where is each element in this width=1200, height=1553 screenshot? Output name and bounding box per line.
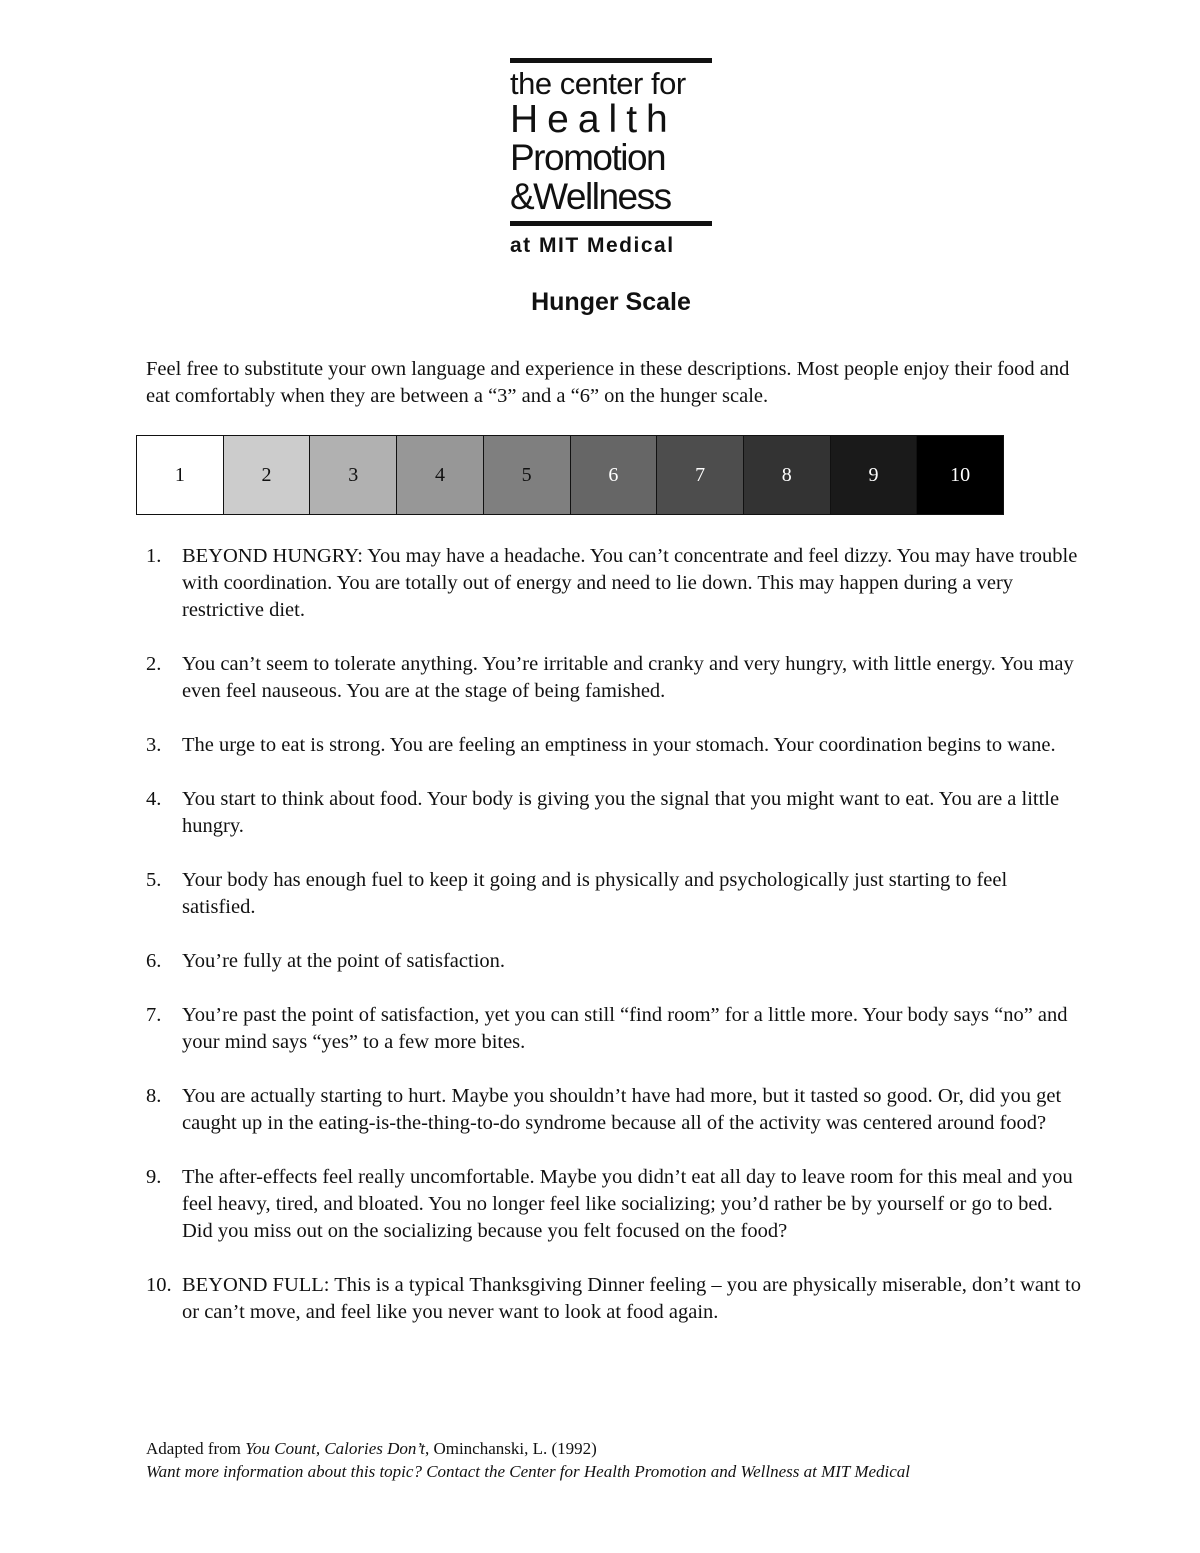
logo-line-3: Promotion [510, 137, 666, 178]
list-item [146, 1164, 1081, 1245]
list-item-number: 7. [146, 1004, 162, 1026]
scale-cell: 2 [224, 436, 311, 514]
list-item-number: 3. [146, 734, 162, 756]
list-item-text: BEYOND FULL: This is a typical Thanksgiving Dinner feeling – you are physically miserable, don’t want to or can’t move, and feel like you never want to look at food again. [182, 1274, 1081, 1323]
scale-cell: 4 [397, 436, 484, 514]
organization-logo [510, 58, 712, 258]
list-item [146, 1272, 1081, 1326]
scale-cell: 6 [571, 436, 658, 514]
scale-cell: 5 [484, 436, 571, 514]
footer [146, 1437, 1146, 1483]
list-item-text: You’re fully at the point of satisfaction. [182, 950, 506, 972]
list-item [146, 1083, 1081, 1137]
list-item [146, 651, 1081, 705]
logo-line-1: the center for [510, 66, 686, 101]
list-item-text: You’re past the point of satisfaction, yet you can still “find room” for a little more. Your body says “no” and your mind says “yes” to a few more bites. [182, 1004, 1068, 1053]
list-item-number: 1. [146, 545, 162, 567]
list-item [146, 867, 1081, 921]
list-item-number: 6. [146, 950, 162, 972]
citation [146, 1437, 1146, 1460]
list-item-number: 8. [146, 1085, 162, 1107]
hunger-level-list [146, 543, 1081, 1353]
scale-cell: 1 [137, 436, 224, 514]
list-item [146, 948, 1081, 975]
list-item-number: 5. [146, 869, 162, 891]
list-item-number: 10. [146, 1274, 172, 1296]
list-item-number: 2. [146, 653, 162, 675]
scale-cell: 9 [831, 436, 918, 514]
list-item-text: You start to think about food. Your body is giving you the signal that you might want to eat. You are a little hungry. [182, 788, 1060, 837]
list-item-text: The after-effects feel really uncomfortable. Maybe you didn’t eat all day to leave room for this meal and you feel heavy, tired, and bloated. You no longer feel like socializing; you’d rather be by yourself or go to bed. Did you miss out on the socializing because you felt focused on the food? [182, 1166, 1073, 1242]
list-item-text: You are actually starting to hurt. Maybe you shouldn’t have had more, but it tasted so good. Or, did you get caught up in the eating-is-the-thing-to-do syndrome because all of the activity was centered around food? [182, 1085, 1062, 1134]
scale-cell: 3 [310, 436, 397, 514]
page-title: Hunger Scale [531, 288, 691, 316]
list-item [146, 1002, 1081, 1056]
hunger-scale-bar [136, 435, 1004, 515]
list-item-text: Your body has enough fuel to keep it going and is physically and psychologically just starting to feel satisfied. [182, 869, 1008, 918]
list-item [146, 732, 1081, 759]
list-item-text: The urge to eat is strong. You are feeling an emptiness in your stomach. Your coordination begins to wane. [182, 734, 1056, 756]
scale-cell: 8 [744, 436, 831, 514]
logo-line-2: Health [510, 98, 677, 141]
intro-paragraph: Feel free to substitute your own language and experience in these descriptions. Most people enjoy their food and eat comfortably when they are between a “3” and a “6” on the hunger scale. [146, 358, 1070, 407]
list-item-number: 9. [146, 1166, 162, 1188]
list-item [146, 786, 1081, 840]
logo-line-4: &Wellness [510, 177, 712, 226]
logo-line-5: at MIT Medical [510, 234, 675, 257]
list-item-number: 4. [146, 788, 162, 810]
scale-cell: 10 [917, 436, 1003, 514]
scale-cell: 7 [657, 436, 744, 514]
list-item-text: You can’t seem to tolerate anything. You’re irritable and cranky and very hungry, with little energy. You may even feel nauseous. You are at the stage of being famished. [182, 653, 1074, 702]
list-item [146, 543, 1081, 624]
list-item-text: BEYOND HUNGRY: You may have a headache. You can’t concentrate and feel dizzy. You may have trouble with coordination. You are totally out of energy and need to lie down. This may happen during a very restrictive diet. [182, 545, 1078, 621]
citation-book-title: You Count, Calories Don’t [245, 1439, 425, 1458]
citation-prefix: Adapted from [146, 1439, 246, 1458]
more-info-note [146, 1460, 1146, 1483]
citation-suffix: , Ominchanski, L. (1992) [424, 1439, 597, 1458]
more-info-text: Want more information about this topic? Contact the Center for Health Promotion and Wellness at MIT Medical [146, 1462, 911, 1481]
